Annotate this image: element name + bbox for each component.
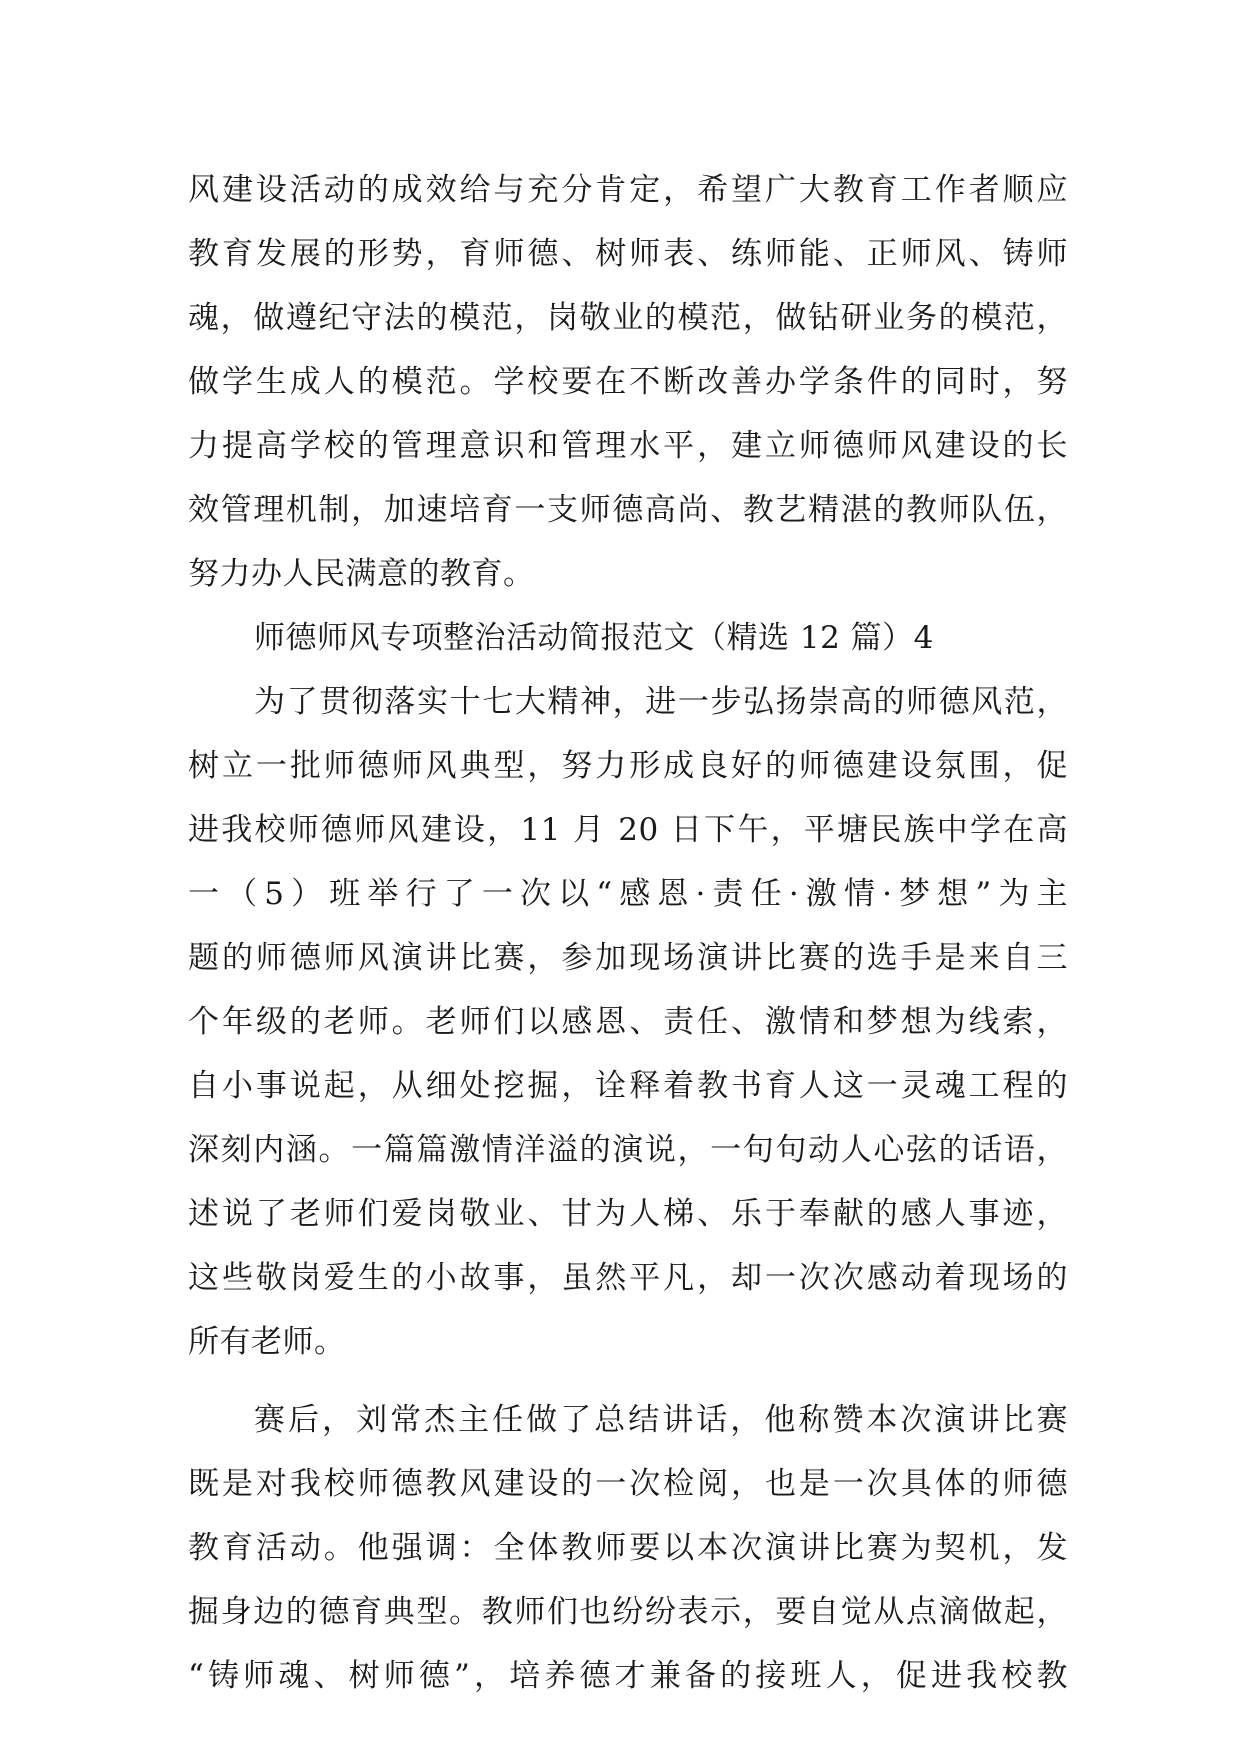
paragraph-spacer (188, 1374, 1068, 1388)
text-line: 力提高学校的管理意识和管理水平，建立师德师风建设的长 (188, 428, 1068, 464)
text-line: 效管理机制，加速培育一支师德高尚、教艺精湛的教师队伍， (188, 492, 1068, 528)
paragraph-continuation (188, 158, 1068, 606)
paragraph-summary (188, 1388, 1068, 1708)
text-line: “铸师魂、树师德”，培养德才兼备的接班人，促进我校教 (188, 1658, 1068, 1694)
text-line: 进我校师德师风建设，11 月 20 日下午，平塘民族中学在高 (188, 812, 1068, 848)
text-line: 赛后，刘常杰主任做了总结讲话，他称赞本次演讲比赛 (254, 1402, 1068, 1438)
text-line: 掘身边的德育典型。教师们也纷纷表示，要自觉从点滴做起， (188, 1594, 1068, 1630)
text-line: 教育活动。他强调：全体教师要以本次演讲比赛为契机，发 (188, 1530, 1068, 1566)
text-line: 题的师德师风演讲比赛，参加现场演讲比赛的选手是来自三 (188, 940, 1068, 976)
text-line: 个年级的老师。老师们以感恩、责任、激情和梦想为线索， (188, 1004, 1068, 1040)
section-heading (188, 606, 1068, 670)
text-line: 所有老师。 (188, 1324, 346, 1360)
text-line: 为了贯彻落实十七大精神，进一步弘扬崇高的师德风范， (254, 684, 1068, 720)
text-line: 树立一批师德师风典型，努力形成良好的师德建设氛围，促 (188, 748, 1068, 784)
paragraph-speech-contest (188, 670, 1068, 1374)
document-page (188, 158, 1068, 1708)
text-line: 这些敬岗爱生的小故事，虽然平凡，却一次次感动着现场的 (188, 1260, 1068, 1296)
text-line: 做学生成人的模范。学校要在不断改善办学条件的同时，努 (188, 364, 1068, 400)
text-line: 既是对我校师德教风建设的一次检阅，也是一次具体的师德 (188, 1466, 1068, 1502)
text-line: 深刻内涵。一篇篇激情洋溢的演说，一句句动人心弦的话语， (188, 1132, 1068, 1168)
text-line: 述说了老师们爱岗敬业、甘为人梯、乐于奉献的感人事迹， (188, 1196, 1068, 1232)
heading-line: 师德师风专项整治活动简报范文（精选 12 篇）4 (254, 620, 934, 656)
text-line: 一（5）班举行了一次以“感恩·责任·激情·梦想”为主 (188, 876, 1068, 912)
text-line: 魂，做遵纪守法的模范，岗敬业的模范，做钻研业务的模范， (188, 300, 1068, 336)
text-line: 自小事说起，从细处挖掘，诠释着教书育人这一灵魂工程的 (188, 1068, 1068, 1104)
text-line: 教育发展的形势，育师德、树师表、练师能、正师风、铸师 (188, 236, 1068, 272)
text-line: 努力办人民满意的教育。 (188, 556, 535, 592)
text-line: 风建设活动的成效给与充分肯定，希望广大教育工作者顺应 (188, 172, 1068, 208)
